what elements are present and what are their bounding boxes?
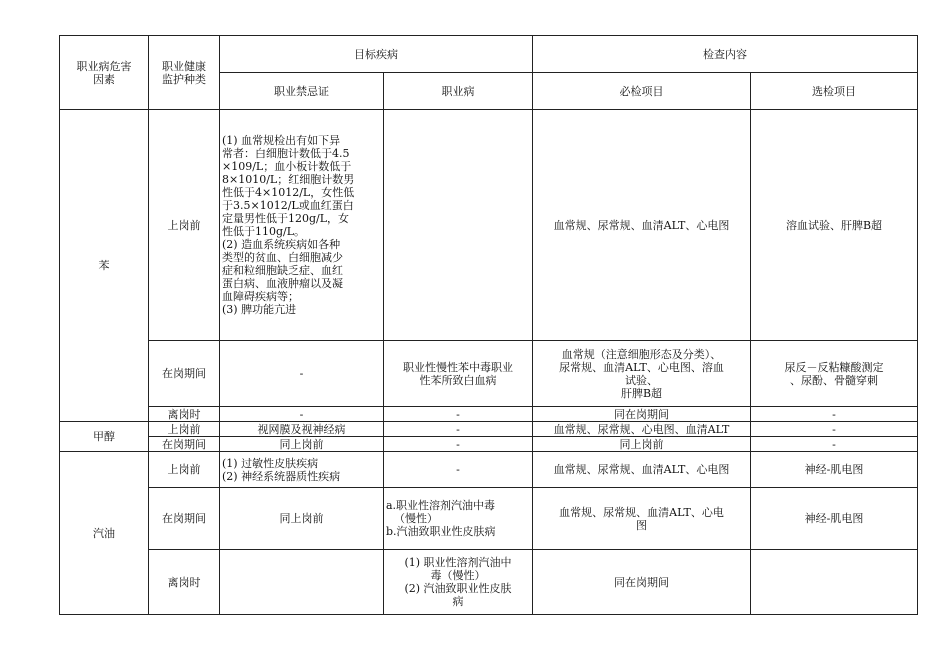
stage-methanol-pre: 上岗前 [149, 422, 220, 437]
required-line: 血常规（注意细胞形态及分类）、 [561, 347, 722, 361]
contra-line: (1) 血常规检出有如下异 [222, 134, 341, 147]
required-gasoline-pre: 血常规、尿常规、血清ALT、心电图 [533, 452, 751, 488]
header-target-disease: 目标疾病 [220, 36, 533, 73]
required-benzene-post: 同在岗期间 [533, 407, 751, 422]
stage-gasoline-post: 离岗时 [149, 550, 220, 615]
required-line: 血常规、尿常规、血清ALT、心电 [559, 505, 724, 519]
contra-gasoline-pre [220, 452, 384, 488]
optional-benzene-post: - [751, 407, 918, 422]
optional-gasoline-post [751, 550, 918, 615]
required-methanol-pre: 血常规、尿常规、心电图、血清ALT [533, 422, 751, 437]
stage-benzene-pre: 上岗前 [149, 110, 220, 341]
stage-benzene-during: 在岗期间 [149, 341, 220, 407]
occupational-health-table [59, 35, 918, 615]
disease-line: 毒（慢性） [430, 569, 486, 582]
stage-gasoline-during: 在岗期间 [149, 488, 220, 550]
disease-line: (2) 汽油致职业性皮肤 [404, 582, 512, 595]
header-required-items: 必检项目 [533, 73, 751, 110]
header-occupational-disease: 职业病 [384, 73, 533, 110]
hazard-methanol: 甲醇 [60, 422, 149, 452]
contra-line: 性低于110g/L。 [222, 225, 306, 238]
optional-methanol-during: - [751, 437, 918, 452]
disease-line: b.汽油致职业性皮肤病 [386, 525, 496, 538]
required-methanol-during: 同上岗前 [533, 437, 751, 452]
disease-line: 病 [452, 595, 464, 608]
header-optional-items: 选检项目 [751, 73, 918, 110]
optional-methanol-pre: - [751, 422, 918, 437]
contra-line: (3) 脾功能亢进 [222, 303, 297, 316]
disease-line: a.职业性溶剂汽油中毒 [386, 499, 496, 512]
contra-line: (2) 神经系统器质性疾病 [222, 469, 341, 483]
contra-line: 常者：白细胞计数低于4.5 [222, 147, 350, 160]
contra-line: 定量男性低于120g/L，女 [222, 212, 350, 225]
disease-line: 性苯所致白血病 [419, 373, 497, 387]
hazard-benzene: 苯 [60, 110, 149, 422]
stage-benzene-post: 离岗时 [149, 407, 220, 422]
header-exam-content: 检查内容 [533, 36, 918, 73]
header-category: 职业健康 监护种类 [149, 36, 220, 110]
disease-line: 职业性慢性苯中毒职业 [403, 360, 513, 374]
optional-benzene-pre: 溶血试验、肝脾B超 [751, 110, 918, 341]
required-line: 肝脾B超 [620, 386, 663, 400]
optional-line: 尿反－反粘糠酸测定 [784, 360, 884, 374]
required-line: 图 [636, 518, 647, 532]
contra-line: 类型的贫血、白细胞减少 [222, 251, 343, 264]
contra-line: ×109/L；血小板计数低于 [222, 160, 352, 173]
contra-benzene-post: - [220, 407, 384, 422]
contra-line: 8×1010/L；红细胞计数男 [222, 173, 355, 186]
disease-gasoline-post [384, 550, 533, 615]
contra-line: 于3.5×1012/L或血红蛋白 [222, 199, 354, 212]
contra-methanol-during: 同上岗前 [220, 437, 384, 452]
optional-benzene-during [751, 341, 918, 407]
contra-line: 性低于4×1012/L，女性低 [222, 186, 355, 199]
contra-line: 血障碍疾病等； [222, 290, 299, 303]
stage-gasoline-pre: 上岗前 [149, 452, 220, 488]
required-benzene-pre: 血常规、尿常规、血清ALT、心电图 [533, 110, 751, 341]
disease-methanol-during: - [384, 437, 533, 452]
disease-methanol-pre: - [384, 422, 533, 437]
contra-methanol-pre: 视网膜及视神经病 [220, 422, 384, 437]
required-gasoline-during [533, 488, 751, 550]
required-line: 尿常规、血清ALT、心电图、溶血 [559, 360, 724, 374]
disease-benzene-pre [384, 110, 533, 341]
disease-line: (1) 职业性溶剂汽油中 [404, 556, 512, 569]
optional-gasoline-during: 神经-肌电图 [751, 488, 918, 550]
contra-gasoline-during: 同上岗前 [220, 488, 384, 550]
contra-line: (2) 造血系统疾病如各种 [222, 238, 341, 251]
stage-methanol-during: 在岗期间 [149, 437, 220, 452]
disease-benzene-post: - [384, 407, 533, 422]
required-line: 试验、 [625, 373, 658, 387]
required-benzene-during [533, 341, 751, 407]
optional-gasoline-pre: 神经-肌电图 [751, 452, 918, 488]
header-contraindication: 职业禁忌证 [220, 73, 384, 110]
contra-benzene-pre [220, 110, 384, 341]
contra-line: 症和粒细胞缺乏症、血红 [222, 264, 343, 277]
disease-gasoline-pre: - [384, 452, 533, 488]
optional-line: 、尿酚、骨髓穿刺 [790, 373, 878, 387]
header-hazard: 职业病危害 因素 [60, 36, 149, 110]
required-gasoline-post: 同在岗期间 [533, 550, 751, 615]
disease-line: （慢性） [394, 512, 438, 525]
disease-gasoline-during [384, 488, 533, 550]
contra-benzene-during: - [220, 341, 384, 407]
contra-gasoline-post [220, 550, 384, 615]
disease-benzene-during [384, 341, 533, 407]
contra-line: 蛋白病、血液肿瘤以及凝 [222, 277, 343, 290]
contra-line: (1) 过敏性皮肤疾病 [222, 456, 319, 470]
hazard-gasoline: 汽油 [60, 452, 149, 615]
